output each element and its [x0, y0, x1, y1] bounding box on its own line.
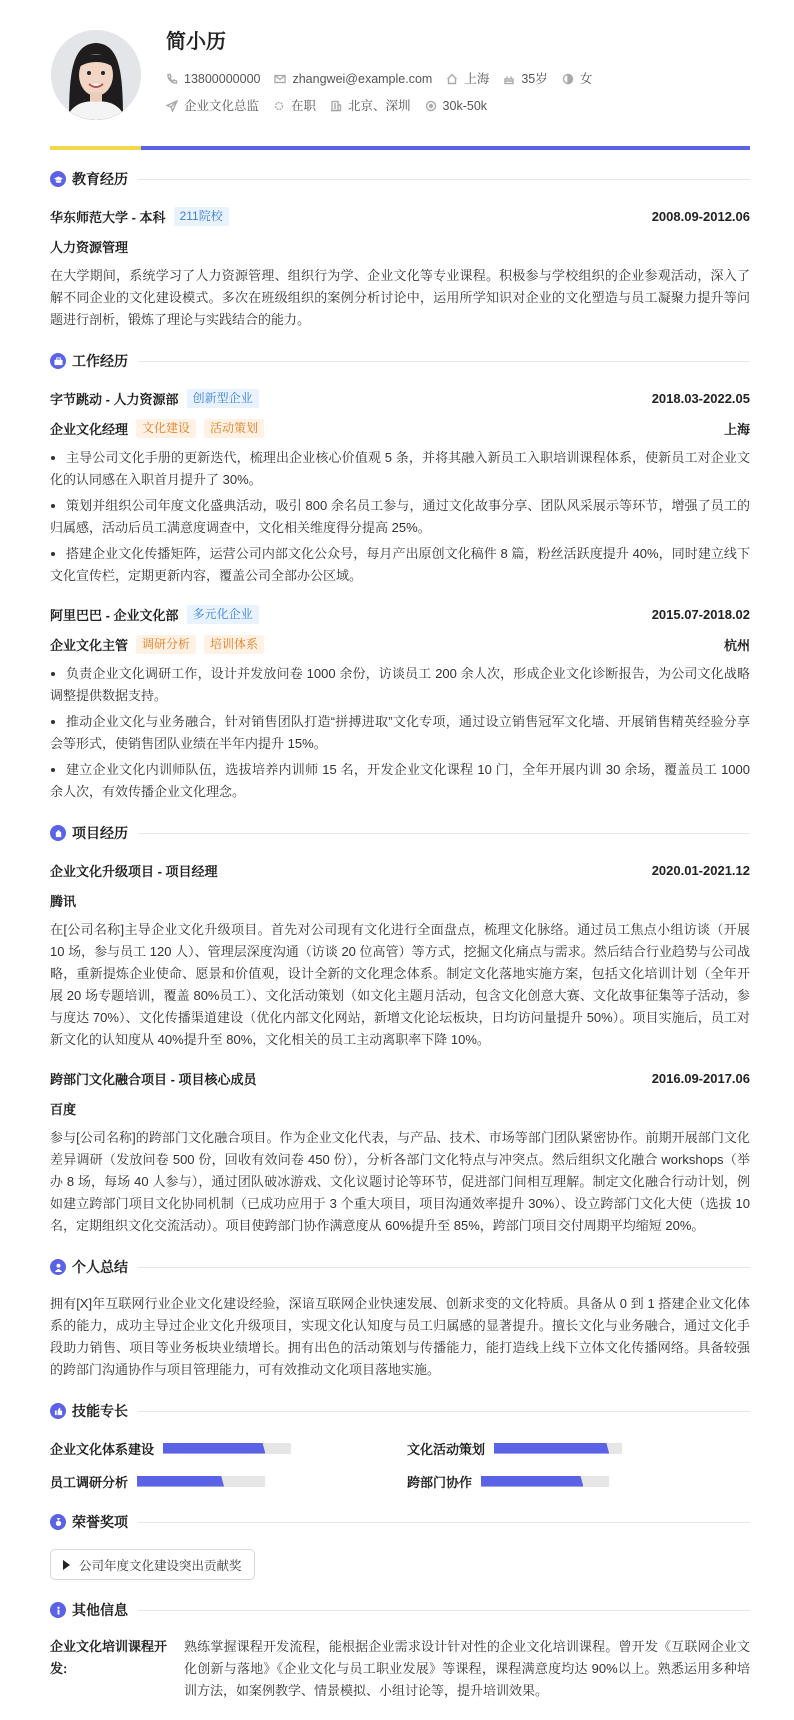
position-text: 企业文化总监 — [184, 99, 260, 113]
work-period: 2018.03-2022.05 — [651, 390, 750, 406]
company-tag: 多元化企业 — [187, 605, 259, 624]
achievement-item: 搭建企业文化传播矩阵，运营公司内部文化公众号，每月产出原创文化稿件 8 篇，粉丝活跃度提升 40%，同时建立线下文化宣传栏，定期更新内容，覆盖公司全部办公区域。 — [50, 543, 750, 587]
skill-bar — [137, 1476, 265, 1487]
skill-name: 跨部门协作 — [407, 1474, 473, 1490]
work-item — [50, 387, 750, 587]
section-title: 其他信息 — [72, 1602, 128, 1618]
achievement-item: 主导公司文化手册的更新迭代，梳理出企业核心价值观 5 条，并将其融入新员工入职培训课程体系，使新员工对企业文化的认同感在入职首月提升了 30%。 — [50, 447, 750, 491]
skill-bar-fill — [163, 1443, 265, 1454]
job-intent-row — [166, 96, 501, 116]
other-text: 熟练掌握课程开发流程，能根据企业需求设计针对性的企业文化培训课程。曾开发《互联网企业文化创新与落地》《企业文化与员工职业发展》等课程，课程满意度均达 90%以上。熟悉运用多种培训方法，如案例教学、情景模拟、小组讨论等，提升培训效果。 — [184, 1639, 750, 1698]
accent-divider — [50, 146, 750, 150]
achievement-list — [50, 663, 750, 803]
home-icon — [446, 73, 458, 85]
other-item — [50, 1636, 750, 1702]
award-item — [50, 1549, 255, 1580]
job-role: 企业文化主管 — [50, 637, 129, 653]
thumbs-up-icon — [50, 1403, 66, 1419]
cake-icon — [503, 73, 515, 85]
skill-tag: 文化建设 — [136, 419, 196, 438]
skill-bar-fill — [494, 1443, 609, 1454]
school-tag: 211院校 — [174, 207, 229, 226]
skill-name: 企业文化体系建设 — [50, 1441, 155, 1457]
play-triangle-icon — [63, 1560, 70, 1570]
company-name: 阿里巴巴 - 企业文化部 — [50, 607, 179, 623]
school-name: 华东师范大学 - 本科 — [50, 209, 166, 225]
section-title: 工作经历 — [72, 353, 128, 369]
major: 人力资源管理 — [50, 239, 129, 255]
skill-bar-fill — [481, 1476, 583, 1487]
section-title: 荣誉奖项 — [72, 1514, 128, 1530]
projects-section — [50, 824, 750, 1237]
building-icon — [330, 100, 342, 112]
medal-icon — [50, 1514, 66, 1530]
education-period: 2008.09-2012.06 — [651, 208, 750, 224]
summary-text: 拥有[X]年互联网行业企业文化建设经验，深谙互联网企业快速发展、创新求变的文化特质。具备从 0 到 1 搭建企业文化体系的能力，成功主导过企业文化升级项目，实现文化认知度与员工归属感的显著提升。擅长文化与业务融合，通过文化手段助力销售、项目等业务板块业绩增长。拥有出色的活动策划与传播能力，能打造线上线下立体文化传播网络。具备较强的跨部门沟通协作与项目管理能力，可有效推动文化项目落地实施。 — [50, 1296, 750, 1377]
resume-body — [50, 170, 750, 1720]
status-item — [273, 96, 316, 116]
avatar — [51, 30, 141, 120]
achievement-item: 推动企业文化与业务融合，针对销售团队打造“拼搏进取”文化专项，通过设立销售冠军文化墙、开展销售精英经验分享会等形式，使销售团队业绩在半年内提升 15%。 — [50, 711, 750, 755]
target-city-text: 北京、深圳 — [348, 99, 411, 113]
achievement-item: 建立企业文化内训师队伍，选拔培养内训师 15 名，开发企业文化课程 10 门，全年开展内训 30 余场，覆盖员工 1000 余人次，有效传播企业文化理念。 — [50, 759, 750, 803]
section-title: 技能专长 — [72, 1403, 128, 1419]
phone-item — [166, 69, 260, 89]
skill-name: 文化活动策划 — [407, 1441, 486, 1457]
age-text: 35岁 — [521, 72, 548, 86]
education-section — [50, 170, 750, 331]
job-role: 企业文化经理 — [50, 421, 129, 437]
section-title: 项目经历 — [72, 825, 128, 841]
email-text: zhangwei@example.com — [292, 72, 433, 86]
target-city-item — [330, 96, 411, 116]
work-location: 上海 — [723, 421, 750, 437]
briefcase-icon — [50, 353, 66, 369]
work-location: 杭州 — [723, 637, 750, 653]
skill-item — [50, 1437, 407, 1459]
company-tag: 创新型企业 — [187, 389, 259, 408]
send-icon — [166, 100, 178, 112]
project-icon — [50, 825, 66, 841]
work-item — [50, 603, 750, 803]
project-period: 2020.01-2021.12 — [651, 862, 750, 878]
salary-item — [425, 96, 487, 116]
skill-item — [407, 1470, 750, 1492]
info-icon — [50, 1602, 66, 1618]
skill-bar — [163, 1443, 291, 1454]
summary-section — [50, 1258, 750, 1381]
phone-icon — [166, 73, 178, 85]
position-item — [166, 96, 259, 116]
work-section — [50, 352, 750, 803]
skills-section — [50, 1402, 750, 1492]
achievement-item: 策划并组织公司年度文化盛典活动，吸引 800 余名员工参与，通过文化故事分享、团队风采展示等环节，增强了员工的归属感，活动后员工满意度调查中，文化相关维度得分提高 25%。 — [50, 495, 750, 539]
section-title: 教育经历 — [72, 171, 128, 187]
achievement-list — [50, 447, 750, 587]
skill-tag: 调研分析 — [136, 635, 196, 654]
city-item — [446, 69, 489, 89]
graduation-cap-icon — [50, 171, 66, 187]
skill-bar — [494, 1443, 622, 1454]
project-period: 2016.09-2017.06 — [651, 1070, 750, 1086]
skill-tag: 活动策划 — [204, 419, 264, 438]
section-title: 个人总结 — [72, 1259, 128, 1275]
city-text: 上海 — [464, 72, 490, 86]
salary-icon — [425, 100, 437, 112]
work-period: 2015.07-2018.02 — [651, 606, 750, 622]
resume-header — [0, 0, 794, 146]
age-item — [503, 69, 547, 89]
status-text: 在职 — [291, 99, 317, 113]
project-description: 在[公司名称]主导企业文化升级项目。首先对公司现有文化进行全面盘点，梳理文化脉络。通过员工焦点小组访谈（开展 10 场，参与员工 120 人）、管理层深度沟通（访谈 20 位高管）等方式，挖掘文化痛点与需求。然后结合行业趋势与公司战略，重新提炼企业使命、愿景和价值观，设计全新的文化理念体系。制定文化落地实施方案，包括文化培训计划（全年开展 20 场专题培训，覆盖 80%员工）、文化活动策划（如文化主题月活动，包含文化创意大赛、文化故事征集等子活动，参与度达 70%）、文化传播渠道建设（优化内部文化网站，新增文化论坛板块，日均访问量提升 50%）。项目实施后，员工对新文化的认知度从 40%提升至 80%，文化相关的员工主动离职率下降 10%。 — [50, 922, 750, 1047]
project-company: 百度 — [50, 1101, 77, 1117]
candidate-name: 简小历 — [166, 31, 226, 53]
awards-section — [50, 1513, 750, 1580]
education-description: 在大学期间，系统学习了人力资源管理、组织行为学、企业文化等专业课程。积极参与学校组织的企业参观活动，深入了解不同企业的文化建设模式。多次在班级组织的案例分析讨论中，运用所学知识对企业的文化塑造与员工凝聚力提升等问题进行剖析，锻炼了理论与实践结合的能力。 — [50, 268, 750, 327]
salary-text: 30k-50k — [442, 99, 488, 113]
phone-text: 13800000000 — [184, 72, 261, 86]
other-section — [50, 1601, 750, 1702]
company-name: 字节跳动 - 人力资源部 — [50, 391, 179, 407]
mail-icon — [274, 73, 286, 85]
person-icon — [50, 1259, 66, 1275]
achievement-item: 负责企业文化调研工作，设计并发放问卷 1000 余份，访谈员工 200 余人次，形成企业文化诊断报告，为公司文化战略调整提供数据支持。 — [50, 663, 750, 707]
project-description: 参与[公司名称]的跨部门文化融合项目。作为企业文化代表，与产品、技术、市场等部门团队紧密协作。前期开展部门文化差异调研（发放问卷 500 份，回收有效问卷 450 份），分析各部门文化特点与冲突点。然后组织文化融合 workshops（举办 8 场，每场 40 人参与），通过团队破冰游戏、文化议题讨论等环节，促进部门间相互理解。制定文化融合行动计划，例如建立跨部门项目文化协同机制（已成功应用于 3 个重大项目，项目沟通效率提升 30%）、设立跨部门文化大使（选拔 10 名，定期组织文化交流活动）。项目使跨部门协作满意度从 60%提升至 85%，跨部门项目交付周期平均缩短 20%。 — [50, 1130, 750, 1233]
project-name: 企业文化升级项目 - 项目经理 — [50, 863, 218, 879]
contact-row — [166, 69, 606, 89]
gender-item — [562, 69, 593, 89]
other-label: 企业文化培训课程开发: — [50, 1639, 168, 1676]
skill-tag: 培训体系 — [204, 635, 264, 654]
award-name: 公司年度文化建设突出贡献奖 — [79, 1558, 242, 1573]
skill-item — [50, 1470, 407, 1492]
project-item — [50, 1067, 750, 1237]
skill-name: 员工调研分析 — [50, 1474, 129, 1490]
skill-item — [407, 1437, 750, 1459]
project-name: 跨部门文化融合项目 - 项目核心成员 — [50, 1071, 257, 1087]
email-item — [274, 69, 432, 89]
project-company: 腾讯 — [50, 893, 77, 909]
skill-bar — [481, 1476, 609, 1487]
project-item — [50, 859, 750, 1051]
skill-bar-fill — [137, 1476, 224, 1487]
gender-text: 女 — [579, 72, 593, 86]
status-icon — [273, 100, 285, 112]
gender-icon — [562, 73, 574, 85]
